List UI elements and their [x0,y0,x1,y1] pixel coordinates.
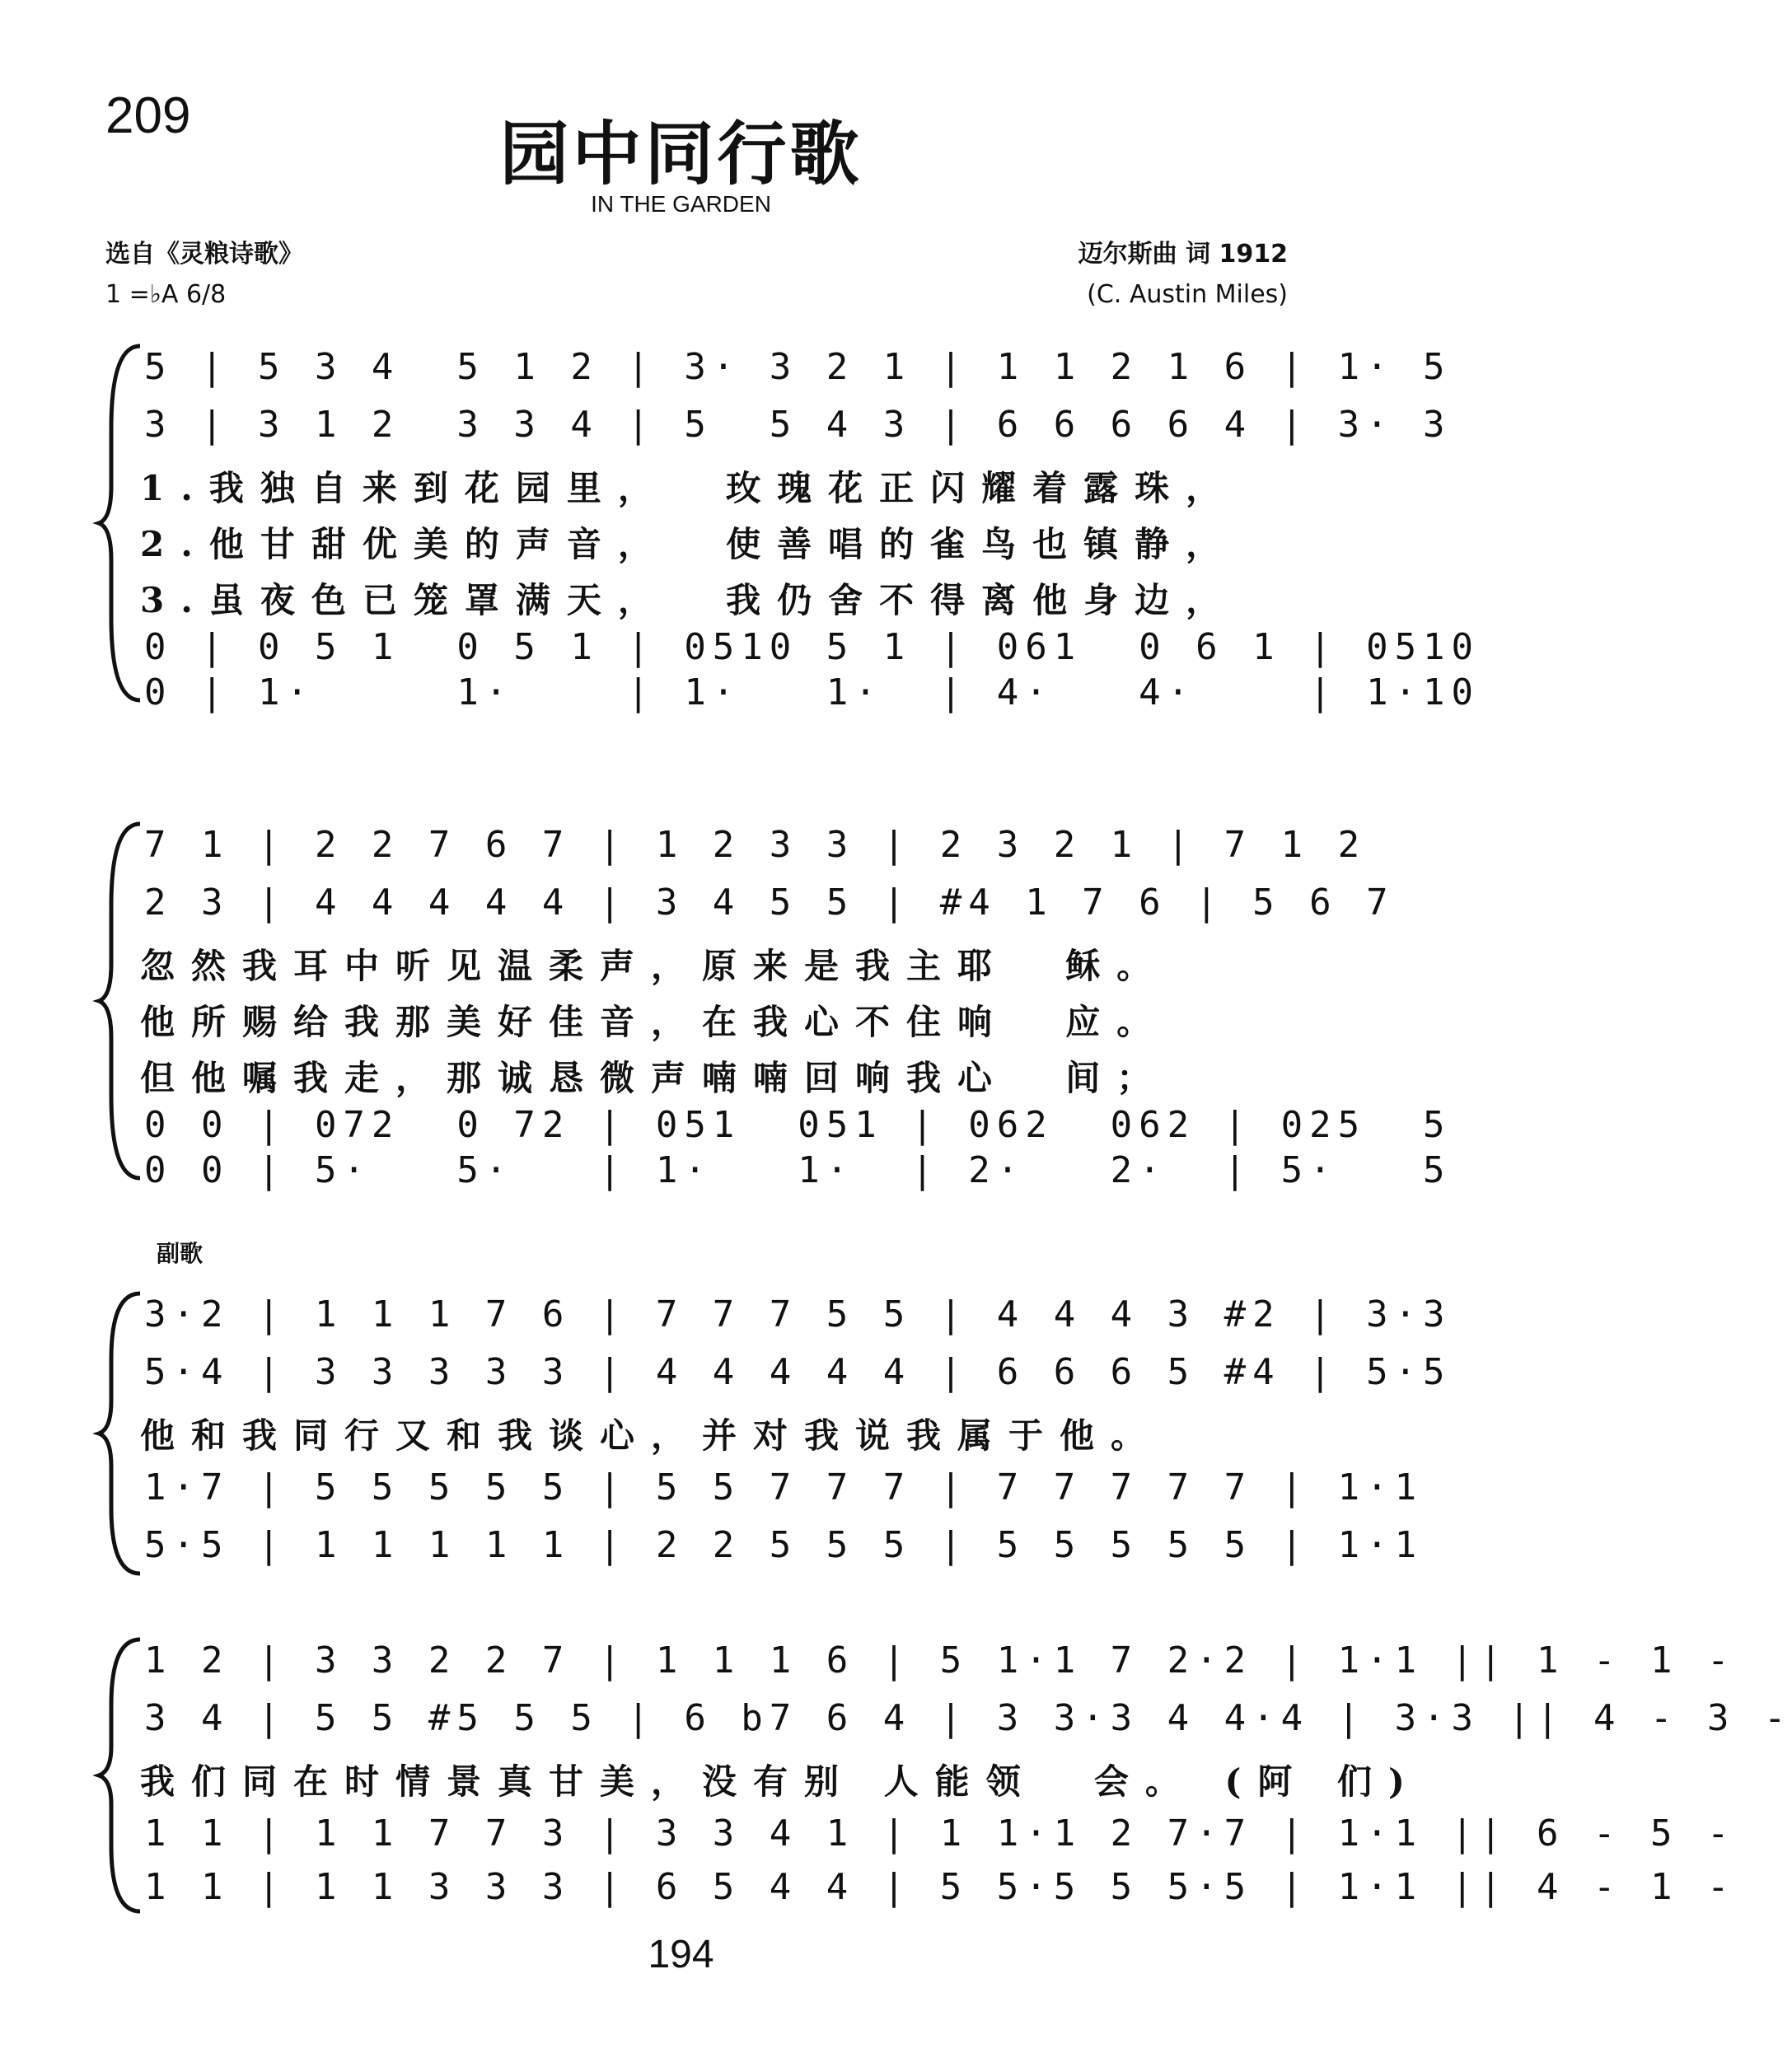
composer-english: (C. Austin Miles) [1087,280,1288,309]
tenor-line: 0 0 | 072 0 72 | 051 051 | 062 062 | 025 5 [144,1104,1452,1146]
hymn-subtitle: IN THE GARDEN [591,191,771,217]
alto-line: 2 3 | 4 4 4 4 4 | 3 4 5 5 | #4 1 7 6 | 5 6 7 [144,882,1395,924]
music-system-1 [0,330,1481,717]
lyric-verse-1: 1.我独自来到花园里， 玫瑰花正闪耀着露珠， [140,468,1238,508]
soprano-line: 3·2 | 1 1 1 7 6 | 7 7 7 5 5 | 4 4 4 3 #2 | 3·3 [144,1293,1452,1335]
tenor-line: 1·7 | 5 5 5 5 5 | 5 5 7 7 7 | 7 7 7 7 7 | 1·1 [144,1466,1424,1508]
soprano-line: 7 1 | 2 2 7 6 7 | 1 2 3 3 | 2 3 2 1 | 7 1 2 [144,824,1367,866]
bass-line: 5·5 | 1 1 1 1 1 | 2 2 5 5 5 | 5 5 5 5 5 | 1·1 [144,1524,1424,1566]
tenor-line: 0 | 0 5 1 0 5 1 | 0510 5 1 | 061 0 6 1 | 0510 [144,626,1481,668]
lyric-verse-1: 忽然我耳中听见温柔声，原来是我主耶 稣。 [140,946,1168,986]
soprano-line: 1 2 | 3 3 2 2 7 | 1 1 1 6 | 5 1·1 7 2·2 | 1·1 || 1 - 1 - [144,1639,1736,1681]
hymn-number: 209 [105,87,191,144]
refrain-label: 副歌 [157,1240,204,1267]
bass-line: 0 0 | 5· 5· | 1· 1· | 2· 2· | 5· 5 [144,1149,1452,1191]
lyric-verse-3: 3.虽夜色已笼罩满天， 我仍舍不得离他身边， [140,580,1238,620]
lyric-verse-2: 2.他甘甜优美的声音， 使善唱的雀鸟也镇静， [140,524,1238,564]
lyric-ending: 我们同在时情景真甘美，没有别 人能领 会。 (阿 们) [140,1761,1421,1802]
tenor-line: 1 1 | 1 1 7 7 3 | 3 3 4 1 | 1 1·1 2 7·7 | 1·1 || 6 - 5 - [144,1812,1736,1855]
lyric-verse-2: 他所赐给我那美好佳音，在我心不住响 应。 [140,1002,1168,1042]
lyric-verse-3: 但他嘱我走，那诚恳微声喃喃回响我心 间； [140,1058,1168,1098]
music-system-4 [0,1623,1792,1928]
lyric-refrain: 他和我同行又和我谈心，并对我说我属于他。 [140,1415,1163,1456]
key-time-signature: 1 =♭A 6/8 [105,280,227,309]
bass-line: 0 | 1· 1· | 1· 1· | 4· 4· | 1·10 [144,671,1481,713]
composer: 迈尔斯曲 词 1912 [1078,240,1288,269]
alto-line: 3 4 | 5 5 #5 5 5 | 6 b7 6 4 | 3 3·3 4 4·4 | 3·3 || 4 - 3 - [144,1697,1792,1739]
page-number: 194 [648,1933,714,1976]
alto-line: 3 | 3 1 2 3 3 4 | 5 5 4 3 | 6 6 6 6 4 | 3· 3 [144,404,1452,446]
music-system-2 [0,807,1452,1195]
alto-line: 5·4 | 3 3 3 3 3 | 4 4 4 4 4 | 6 6 6 5 #4 | 5·5 [144,1351,1452,1393]
source-note: 选自《灵粮诗歌》 [105,240,303,269]
soprano-line: 5 | 5 3 4 5 1 2 | 3· 3 2 1 | 1 1 2 1 6 | 1· 5 [144,346,1452,388]
hymn-title: 园中同行歌 [499,113,863,194]
music-system-3 [0,1277,1452,1590]
bass-line: 1 1 | 1 1 3 3 3 | 6 5 4 4 | 5 5·5 5 5·5 | 1·1 || 4 - 1 - [144,1866,1736,1908]
